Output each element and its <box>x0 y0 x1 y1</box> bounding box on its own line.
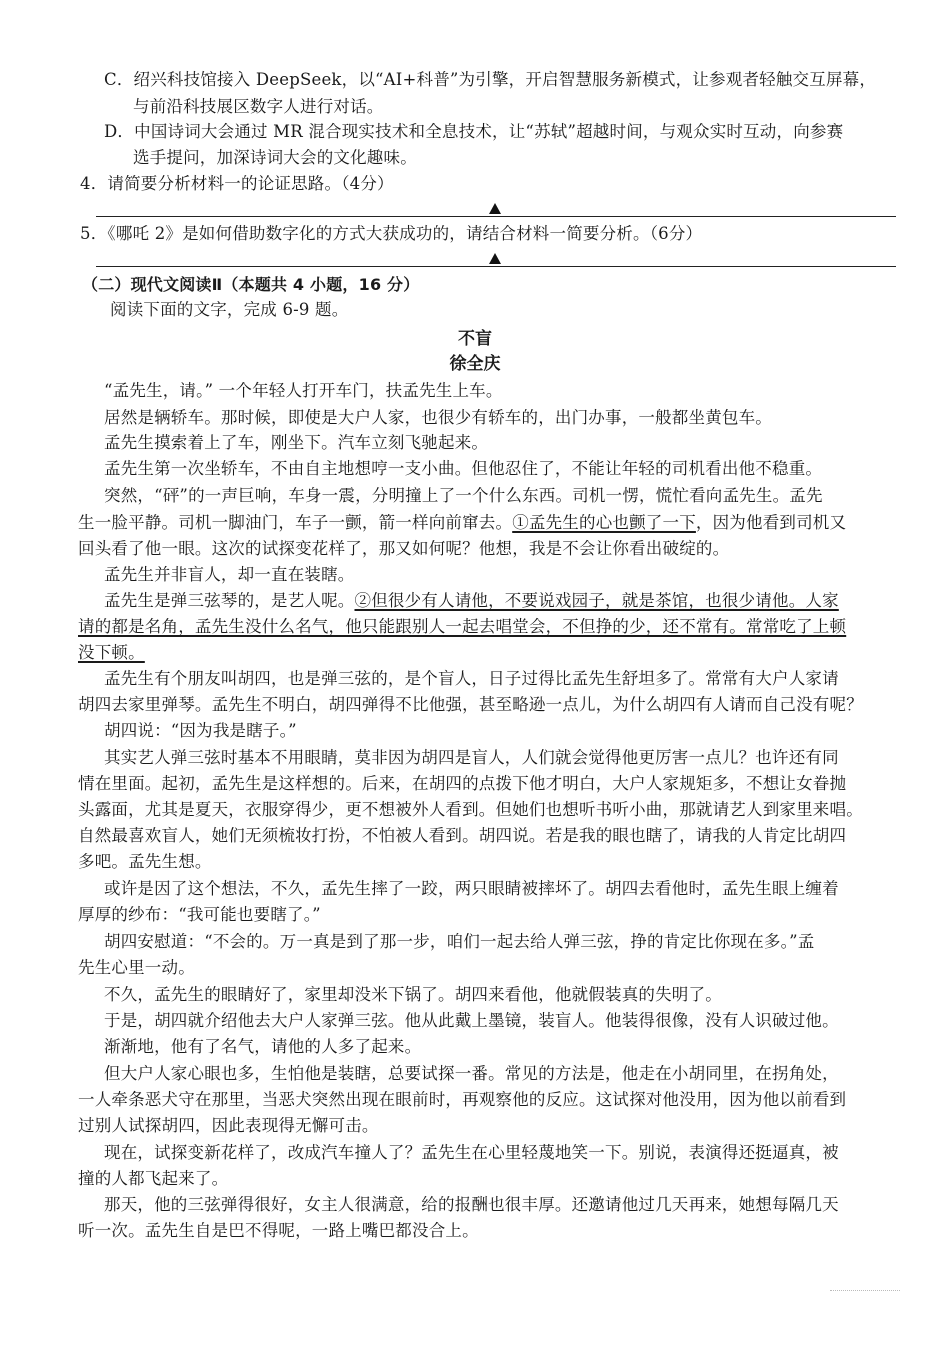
section-instruction: 阅读下面的文字，完成 6-9 题。 <box>110 300 349 319</box>
story-line: 不久，孟先生的眼睛好了，家里却没米下锅了。胡四来看他，他就假装真的失明了。 <box>104 985 722 1004</box>
story-line: 孟先生有个朋友叫胡四，也是弹三弦的，是个盲人，日子过得比孟先生舒坦多了。常常有大户人家请 <box>104 669 839 688</box>
underlined-sentence-1: ①孟先生的心也颤了一下 <box>512 513 696 532</box>
scan-artifact <box>830 1290 900 1295</box>
story-line: 孟先生摸索着上了车，刚坐下。汽车立刻飞驰起来。 <box>104 433 489 452</box>
story-line: 渐渐地，他有了名气，请他的人多了起来。 <box>104 1037 422 1056</box>
story-line: 那天，他的三弦弹得很好，女主人很满意，给的报酬也很丰厚。还邀请他过几天再来，她想每隔几天 <box>104 1195 839 1214</box>
story-line: 撞的人都飞起来了。 <box>78 1169 229 1188</box>
answer-marker-triangle-icon <box>489 253 501 264</box>
option-c-line1: C．绍兴科技馆接入 DeepSeek，以“AI+科普”为引擎，开启智慧服务新模式，让参观者轻触交互屏幕， <box>104 70 877 89</box>
story-line: 先生心里一动。 <box>78 958 195 977</box>
story-line: 回头看了他一眼。这次的试探变花样了，那又如何呢？他想，我是不会让你看出破绽的。 <box>78 539 730 558</box>
underlined-sentence-2-end: 没下顿。 <box>78 643 145 662</box>
story-line: 居然是辆轿车。那时候，即使是大户人家，也很少有轿车的，出门办事，一般都坐黄包车。 <box>104 408 772 427</box>
story-text: 生一脸平静。司机一脚油门，车子一颤，箭一样向前窜去。 <box>78 513 513 532</box>
story-line: 其实艺人弹三弦时基本不用眼睛，莫非因为胡四是盲人，人们就会觉得他更厉害一点儿？也许还有同 <box>104 748 839 767</box>
answer-line-q4[interactable] <box>96 216 896 217</box>
answer-marker-triangle-icon <box>489 203 501 214</box>
story-line: 自然最喜欢盲人，她们无须梳妆打扮，不怕被人看到。胡四说。若是我的眼也瞎了，请我的人肯定比胡四 <box>78 826 847 845</box>
story-line: 于是，胡四就介绍他去大户人家弹三弦。他从此戴上墨镜，装盲人。他装得很像，没有人识破过他。 <box>104 1011 839 1030</box>
story-text: ，因为他看到司机又 <box>695 513 847 532</box>
story-line: 情在里面。起初，孟先生是这样想的。后来，在胡四的点拨下他才明白，大户人家规矩多，不想让女眷抛 <box>78 774 847 793</box>
story-line: “孟先生，请。” 一个年轻人打开车门，扶孟先生上车。 <box>104 381 503 400</box>
story-line <box>104 589 839 613</box>
story-line: 突然，“砰”的一声巨响，车身一震，分明撞上了一个什么东西。司机一愣，慌忙看向孟先生。孟先 <box>104 486 823 505</box>
story-text: 孟先生是弹三弦琴的，是艺人呢。 <box>104 591 355 610</box>
story-line: 现在，试探变新花样了，改成汽车撞人了？孟先生在心里轻蔑地笑一下。别说，表演得还挺逼真，被 <box>104 1143 839 1162</box>
question-4: 4．请简要分析材料一的论证思路。（4分） <box>80 174 394 193</box>
section-heading: （二）现代文阅读Ⅱ（本题共 4 小题，16 分） <box>82 275 420 294</box>
story-line: 孟先生第一次坐轿车，不由自主地想哼一支小曲。但他忍住了，不能让年轻的司机看出他不稳重。 <box>104 459 823 478</box>
story-line: 胡四去家里弹琴。孟先生不明白，胡四弹得不比他强，甚至略逊一点儿，为什么胡四有人请而自己没有呢？ <box>78 695 863 714</box>
underlined-sentence-2-cont: 请的都是名角，孟先生没什么名气，他只能跟别人一起去唱堂会，不但挣的少，还不常有。常常吃了上顿 <box>78 617 847 636</box>
option-c-line2: 与前沿科技展区数字人进行对话。 <box>133 97 384 116</box>
underlined-sentence-2: ②但很少有人请他，不要说戏园子，就是茶馆，也很少请他。人家 <box>354 591 839 610</box>
story-line: 孟先生并非盲人，却一直在装瞎。 <box>104 565 355 584</box>
story-line: 头露面，尤其是夏天，衣服穿得少，更不想被外人看到。但她们也想听书听小曲，那就请艺人到家里来唱。 <box>78 800 863 819</box>
option-d-line2: 选手提问，加深诗词大会的文化趣味。 <box>133 148 417 167</box>
story-line: 一人牵条恶犬守在那里，当恶犬突然出现在眼前时，再观察他的反应。这试探对他没用，因为他以前看到 <box>78 1090 847 1109</box>
story-line: 胡四安慰道：“不会的。万一真是到了那一步，咱们一起去给人弹三弦，挣的肯定比你现在多。”孟 <box>104 932 815 951</box>
story-line: 过别人试探胡四，因此表现得无懈可击。 <box>78 1116 379 1135</box>
story-line: 但大户人家心眼也多，生怕他是装瞎，总要试探一番。常见的方法是，他走在小胡同里，在拐角处， <box>104 1064 839 1083</box>
story-line: 厚厚的纱布：“我可能也要瞎了。” <box>78 905 321 924</box>
story-line: 胡四说：“因为我是瞎子。” <box>104 721 297 740</box>
story-title: 不盲 <box>458 329 492 349</box>
option-d-line1: D．中国诗词大会通过 MR 混合现实技术和全息技术，让“苏轼”超越时间，与观众实时互动，向参赛 <box>104 122 844 141</box>
story-line: 多吧。孟先生想。 <box>78 852 212 871</box>
story-line: 听一次。孟先生自是巴不得呢，一路上嘴巴都没合上。 <box>78 1221 479 1240</box>
answer-line-q5[interactable] <box>96 266 896 267</box>
story-line: 或许是因了这个想法，不久，孟先生摔了一跤，两只眼睛被摔坏了。胡四去看他时，孟先生眼上缠着 <box>104 879 839 898</box>
question-5: 5．《哪吒 2》是如何借助数字化的方式大获成功的，请结合材料一简要分析。（6分） <box>80 224 703 243</box>
story-author: 徐全庆 <box>449 354 501 374</box>
story-line <box>78 511 846 535</box>
